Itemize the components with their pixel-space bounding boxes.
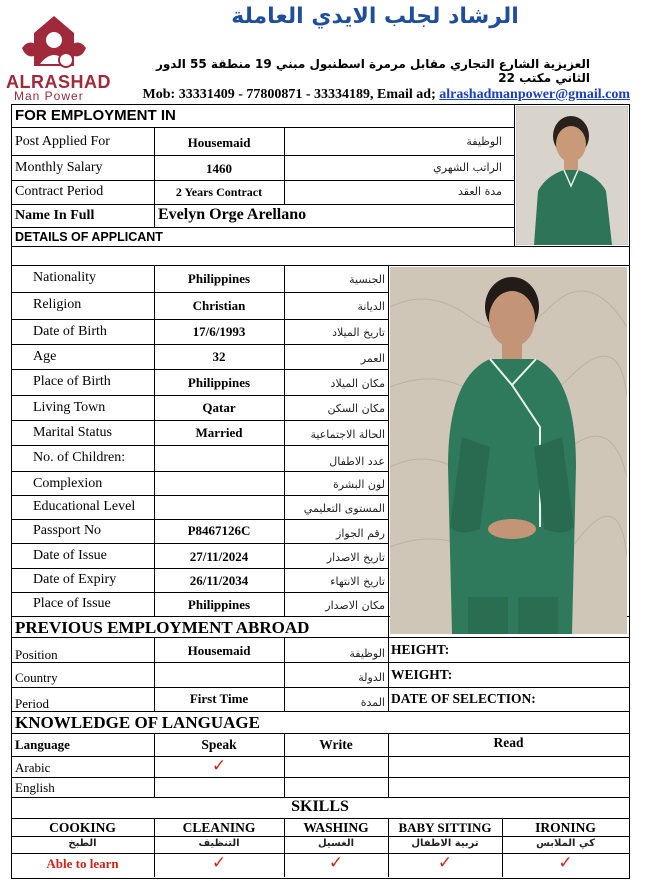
name-in-full-label: Name In Full bbox=[15, 208, 95, 223]
age-label-ar: العمر bbox=[360, 352, 385, 365]
children-label-ar: عدد الاطفال bbox=[329, 455, 385, 468]
dob-value: 17/6/1993 bbox=[192, 324, 246, 339]
skills-section-title: SKILLS bbox=[291, 798, 349, 815]
contact-email-link[interactable]: alrashadmanpower@gmail.com bbox=[439, 87, 630, 102]
logo-name: ALRASHAD bbox=[6, 72, 111, 92]
skill-baby-sitting-check: ✓ bbox=[437, 853, 453, 873]
skill-washing-ar: الغسيل bbox=[317, 838, 354, 849]
place-of-issue-label-ar: مكان الاصدار bbox=[325, 599, 385, 612]
previous-employment-section-title: PREVIOUS EMPLOYMENT ABROAD bbox=[15, 618, 310, 637]
complexion-label: Complexion bbox=[33, 476, 103, 491]
skill-cooking-ar: الطبخ bbox=[68, 838, 97, 849]
skill-washing: WASHING bbox=[303, 820, 369, 835]
skill-baby-sitting-ar: تربية الاطفال bbox=[411, 838, 479, 849]
living-town-label: Living Town bbox=[33, 400, 106, 415]
nationality-label: Nationality bbox=[33, 270, 96, 285]
prev-position-value: Housemaid bbox=[187, 643, 251, 658]
prev-country-label-ar: الدولة bbox=[358, 671, 385, 684]
height-label: HEIGHT: bbox=[391, 642, 450, 657]
skill-cleaning: CLEANING bbox=[182, 820, 256, 835]
place-of-issue-label: Place of Issue bbox=[33, 596, 111, 611]
post-applied-label: Post Applied For bbox=[15, 134, 110, 149]
dob-label: Date of Birth bbox=[33, 324, 107, 339]
prev-country-label: Country bbox=[15, 670, 58, 685]
date-of-selection-label: DATE OF SELECTION: bbox=[391, 691, 536, 706]
age-value: 32 bbox=[212, 349, 226, 364]
contract-period-label: Contract Period bbox=[15, 184, 104, 199]
date-of-issue-label: Date of Issue bbox=[33, 548, 107, 563]
monthly-salary-value: 1460 bbox=[206, 161, 232, 176]
prev-period-label-ar: المدة bbox=[360, 696, 385, 709]
applicant-photo-full bbox=[390, 267, 627, 634]
nationality-label-ar: الجنسية bbox=[349, 273, 385, 286]
write-header: Write bbox=[319, 737, 353, 752]
passport-no-value: P8467126C bbox=[187, 523, 251, 538]
company-title-arabic: الرشاد لجلب الايدي العاملة bbox=[231, 4, 519, 29]
nationality-value: Philippines bbox=[187, 271, 251, 286]
skill-cleaning-check: ✓ bbox=[211, 853, 227, 873]
skill-baby-sitting: BABY SITTING bbox=[398, 820, 492, 835]
prev-period-label: Period bbox=[15, 696, 49, 711]
speak-header: Speak bbox=[201, 737, 237, 752]
language-header: Language bbox=[15, 737, 70, 752]
skill-cooking-value: Able to learn bbox=[46, 856, 119, 871]
religion-value: Christian bbox=[192, 298, 246, 313]
language-english: English bbox=[15, 780, 55, 795]
skill-ironing-check: ✓ bbox=[558, 853, 573, 873]
place-of-birth-label-ar: مكان الميلاد bbox=[330, 377, 385, 390]
date-of-expiry-label: Date of Expiry bbox=[33, 572, 117, 587]
education-label: Educational Level bbox=[33, 499, 136, 514]
date-of-expiry-label-ar: تاريخ الانتهاء bbox=[330, 575, 385, 588]
complexion-label-ar: لون البشرة bbox=[333, 478, 385, 491]
company-address-arabic: العزيزية الشارع التجاري مقابل مرمرة اسطنبول مبني 19 منطقة 55 الدور الثاني مكتب 22 bbox=[155, 57, 590, 85]
date-of-expiry-value: 26/11/2034 bbox=[189, 573, 249, 588]
contact-line bbox=[118, 87, 630, 103]
skill-cooking: COOKING bbox=[49, 820, 116, 835]
skill-cleaning-ar: التنظيف bbox=[198, 838, 240, 849]
religion-label-ar: الديانة bbox=[357, 300, 385, 313]
language-arabic: Arabic bbox=[15, 760, 51, 775]
contract-period-value: 2 Years Contract bbox=[175, 185, 263, 199]
logo-subtitle: Man Power bbox=[14, 89, 84, 103]
date-of-issue-label-ar: تاريخ الاصدار bbox=[326, 551, 385, 564]
marital-status-label: Marital Status bbox=[33, 425, 112, 440]
monthly-salary-label: Monthly Salary bbox=[15, 160, 103, 175]
read-header: Read bbox=[493, 735, 524, 750]
age-label: Age bbox=[33, 349, 57, 364]
skill-ironing-ar: كي الملابس bbox=[536, 838, 595, 849]
prev-period-value: First Time bbox=[189, 691, 249, 706]
monthly-salary-label-ar: الراتب الشهري bbox=[433, 161, 502, 174]
education-label-ar: المستوى التعليمي bbox=[303, 502, 385, 515]
post-applied-label-ar: الوظيفة bbox=[466, 135, 502, 148]
language-section-title: KNOWLEDGE OF LANGUAGE bbox=[15, 713, 260, 732]
prev-position-label: Position bbox=[15, 647, 58, 662]
passport-no-label-ar: رقم الجواز bbox=[336, 527, 385, 540]
skill-washing-check: ✓ bbox=[328, 853, 344, 873]
place-of-birth-value: Philippines bbox=[187, 375, 251, 390]
marital-status-value: Married bbox=[195, 425, 243, 440]
employment-section-title: FOR EMPLOYMENT IN bbox=[15, 107, 176, 124]
date-of-issue-value: 27/11/2024 bbox=[189, 549, 249, 564]
post-applied-value: Housemaid bbox=[187, 135, 251, 150]
place-of-issue-value: Philippines bbox=[187, 597, 251, 612]
full-name-value: Evelyn Orge Arellano bbox=[158, 206, 307, 223]
applicant-photo-small bbox=[516, 106, 628, 245]
applicant-section-title: DETAILS OF APPLICANT bbox=[15, 230, 163, 244]
dob-label-ar: تاريخ الميلاد bbox=[332, 326, 385, 339]
living-town-value: Qatar bbox=[202, 400, 236, 415]
contract-period-label-ar: مدة العقد bbox=[458, 185, 502, 198]
passport-no-label: Passport No bbox=[33, 523, 102, 538]
living-town-label-ar: مكان السكن bbox=[327, 402, 385, 415]
prev-position-label-ar: الوظيفة bbox=[349, 647, 385, 660]
contact-phones: Mob: 33331409 - 77800871 - 33334189, Email ad; bbox=[142, 87, 440, 102]
weight-label: WEIGHT: bbox=[391, 667, 453, 682]
place-of-birth-label: Place of Birth bbox=[33, 374, 111, 389]
arabic-speak-check: ✓ bbox=[211, 756, 227, 776]
marital-status-label-ar: الحالة الاجتماعية bbox=[310, 428, 385, 441]
religion-label: Religion bbox=[33, 297, 82, 312]
skill-ironing: IRONING bbox=[535, 820, 596, 835]
children-label: No. of Children: bbox=[33, 450, 126, 465]
